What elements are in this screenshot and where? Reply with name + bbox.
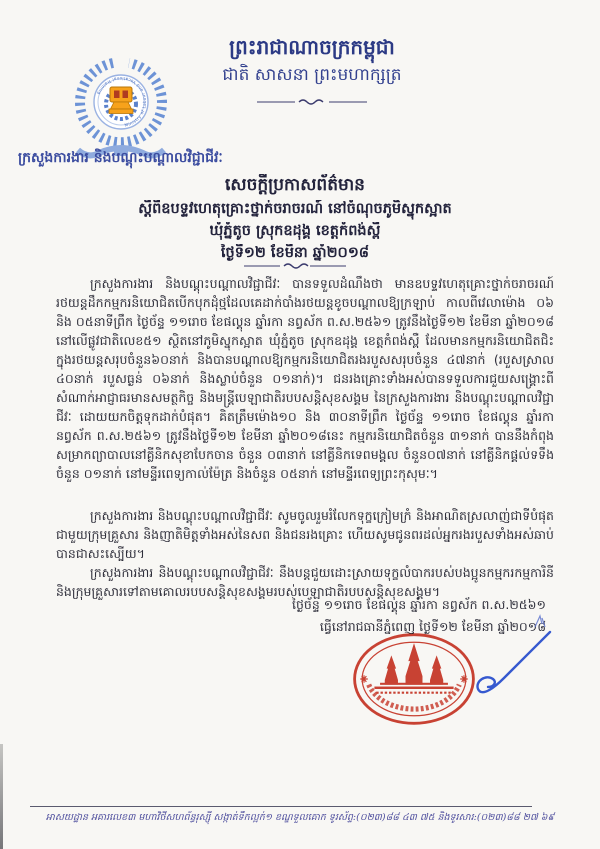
lunar-date-line: ថ្ងៃច័ន្ទ ១១រោច ខែផល្គុន ឆ្នាំរកា នព្វស័ក ព.ស.២៥៦១ xyxy=(292,597,546,612)
footer-address: អាសយដ្ឋាន អគារលេខ៣ មហាវិថីសហព័ន្ធរុស្ស៊ី សង្កាត់ទឹកល្អក់១ ខណ្ឌទួលគោក ទូរស័ព្ទ:(០២៣)៨៨ ៤៣ ៧៥ និងទូរសារ:(០២៣)៨៨ ២៧ ៦៩ xyxy=(45,812,555,823)
title-divider-ornament xyxy=(230,261,360,271)
signature-paraph xyxy=(532,613,548,631)
logo-ring-text: Ministry of Labour and Vocational Training xyxy=(96,75,148,128)
document-subtitle-1: ស្តីពីឧបទ្ទវហេតុគ្រោះថ្នាក់ចរាចរណ៍ នៅចំណុចភូមិស្នុកស្អាត xyxy=(138,201,452,217)
signature xyxy=(466,626,560,710)
kingdom-header: ព្រះរាជាណាចក្រកម្ពុជា xyxy=(229,35,395,59)
header-divider-ornament xyxy=(247,97,377,107)
body-paragraph-3: ក្រសួងការងារ និងបណ្តុះបណ្តាលវិជ្ជាជីវៈ នឹងបន្តជួយដោះស្រាយទុក្ខលំបាករបស់បងប្អូនកម្មករកម្មការិនី និងក្រុមគ្រួសារទៅតាមគោលរបបសន្តិសុខសង្គមរបស់បេឡាជាតិរបបសន្តិសុខសង្គម។ xyxy=(56,565,554,599)
emblem-pedestal xyxy=(111,102,132,109)
ministry-stamp xyxy=(348,626,480,732)
document-title: សេចក្តីប្រកាសព័ត៌មាន xyxy=(225,175,365,195)
body-paragraph-2: ក្រសួងការងារ និងបណ្តុះបណ្តាលវិជ្ជាជីវៈ សូមចូលរួមរំលែកទុក្ខក្រៀមក្រំ និងអាណិតស្រលាញ់ជាទីបំផុតជាមួយក្រុមគ្រួសារ និងញាតិមិត្តទាំងអស់នៃសព និងជនរងគ្រោះ ហើយសូមជូនពរដល់អ្នករងរបួសទាំងអស់ឆាប់បានជាសះស្បើយ។ xyxy=(56,508,554,561)
body-paragraph-1: ក្រសួងការងារ និងបណ្តុះបណ្តាលវិជ្ជាជីវៈ បានទទួលដំណឹងថា មានឧបទ្ទវហេតុគ្រោះថ្នាក់ចរាចរណ៍ រថយន្តដឹកកម្មករនិយោជិតបើកបុកដុំថ្មដែលគេដាក់បាំងរថយន្តខូចបណ្តាលឱ្យក្រឡាប់ កាលពីវេលាម៉ោង ០៦ និង ០៥នាទីព្រឹក ថ្ងៃច័ន្ទ ១១រោច ខែផល្គុន ឆ្នាំរកា នព្វស័ក ព.ស.២៥៦១ ត្រូវនឹងថ្ងៃទី១២ ខែមីនា ឆ្នាំ២០១៨ នៅលើផ្លូវជាតិលេខ៥១ ស្ថិតនៅភូមិស្នុកស្អាត ឃុំភ្នំតូច ស្រុកឧដុង្គ ខេត្តកំពង់ស្ពឺ ដែលមានកម្មករនិយោជិតជិះក្នុងរថយន្តសរុបចំនួន៦០នាក់ និងបានបណ្តាលឱ្យកម្មករនិយោជិតរងរបួសសរុបចំនួន ៤៧នាក់ (របួសស្រាល ៤០នាក់ របួសធ្ងន់ ០៦នាក់ និងស្លាប់ចំនួន ០១នាក់)។ ជនរងគ្រោះទាំងអស់បានទទួលការជួយសង្គ្រោះពីសំណាក់អាជ្ញាធរមានសមត្ថកិច្ច និងមន្ត្រីបេឡាជាតិរបបសន្តិសុខសង្គម នៃក្រសួងការងារ និងបណ្តុះបណ្តាលវិជ្ជាជីវៈ ដោយយកចិត្តទុកដាក់បំផុត។ គិតត្រឹមម៉ោង១០ និង ៣០នាទីព្រឹក ថ្ងៃច័ន្ទ ១១រោច ខែផល្គុន ឆ្នាំរកា នព្វស័ក ព.ស.២៥៦១ ត្រូវនឹងថ្ងៃទី១២ ខែមីនា ឆ្នាំ២០១៨នេះ កម្មករនិយោជិតចំនួន ៣១នាក់ បាននឹងកំពុងសម្រាកព្យាបាលនៅគ្លីនិកសុខាបែកចាន ចំនួន ០៣នាក់ នៅគ្លីនិកទេពមង្គល ចំនួន០៧នាក់ នៅគ្លីនិកផ្គល់ទទឹង ចំនួន ០១នាក់ នៅមន្ទីរពេទ្យកាល់ម៉ែត្រ និងចំនួន ០៥នាក់ នៅមន្ទីរពេទ្យព្រះកុសុមៈ។ xyxy=(56,276,554,481)
scan-edge-artifact xyxy=(0,744,3,849)
footer-divider-line xyxy=(30,806,532,807)
document-date-title: ថ្ងៃទី១២ ខែមីនា ឆ្នាំ២០១៨ xyxy=(220,245,370,261)
angkor-wat-icon xyxy=(374,643,453,689)
national-motto: ជាតិ សាសនា ព្រះមហាក្សត្រ xyxy=(222,65,402,85)
document-subtitle-2: ឃុំភ្នំតូច ស្រុកឧដុង្គ ខេត្តកំពង់ស្ពឺ xyxy=(209,223,381,239)
ministry-name: ក្រសួងការងារ និងបណ្តុះបណ្តាលវិជ្ជាជីវៈ xyxy=(18,150,223,166)
issued-date-line: ធ្វើនៅរាជធានីភ្នំពេញ ថ្ងៃទី១២ ខែមីនា ឆ្នាំ២០១៨ xyxy=(319,619,547,634)
emblem-plaque xyxy=(110,87,132,102)
